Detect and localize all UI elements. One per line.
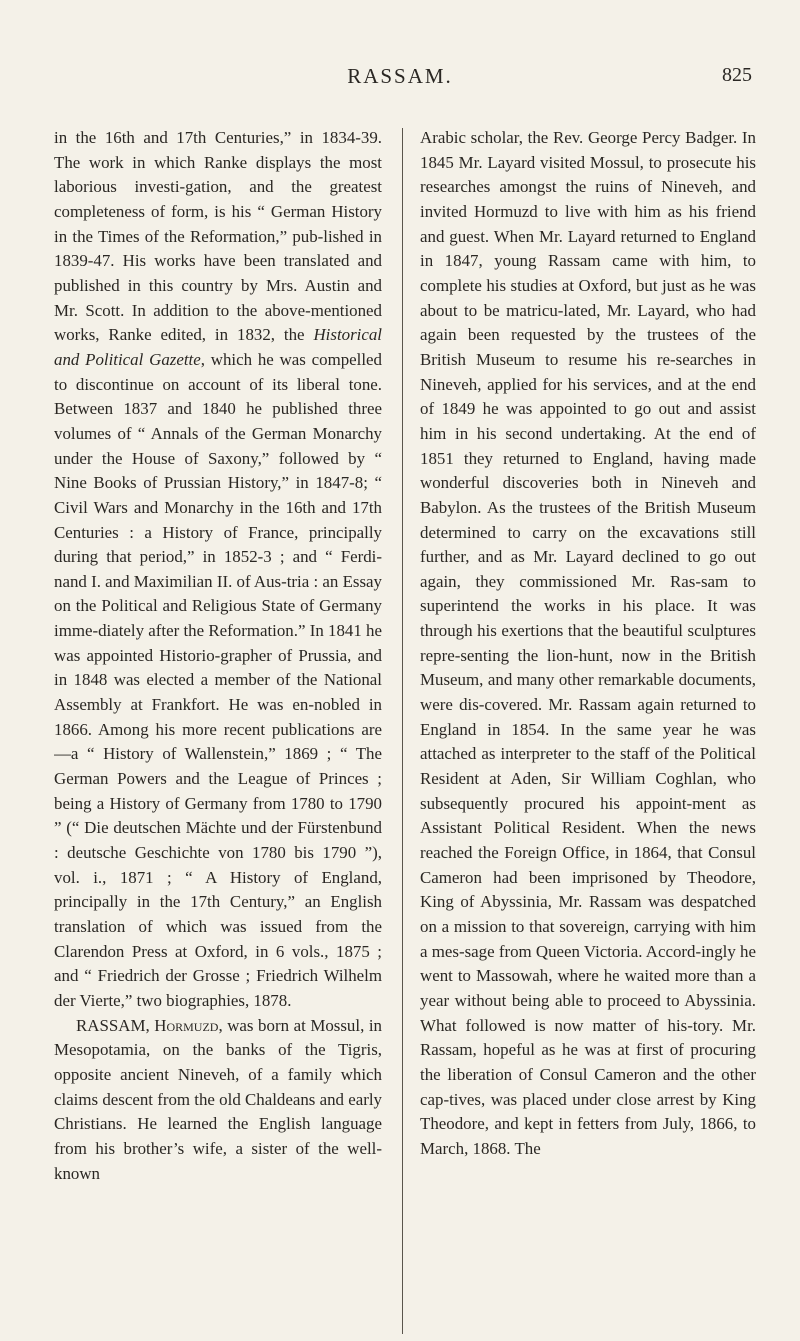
italic-title: Historical and Political Gazette bbox=[54, 325, 382, 369]
body-text: in the 16th and 17th Centuries,” in 1834-39. The work in which Ranke displays the most laborious investi-gation, and the greatest completeness of form, is his “ German History in the Times of the Reformation,” pub-lished in 1839-47. His works have been translated and published in this country by Mrs. Austin and Mr. Scott. In addition to the above-mentioned works, Ranke edited, in 1832, the bbox=[54, 128, 382, 345]
left-column bbox=[54, 126, 382, 1336]
rassam-entry bbox=[54, 1014, 382, 1187]
rassam-entry-continuation: Arabic scholar, the Rev. George Percy Badger. In 1845 Mr. Layard visited Mossul, to prosecute his researches amongst the ruins of Nineveh, and invited Hormuzd to live with him as his friend and guest. When Mr. Layard returned to England in 1847, young Rassam came with him, to complete his studies at Oxford, but just as he was about to be matricu-lated, Mr. Layard, who had again been requested by the trustees of the British Museum to resume his re-searches in Nineveh, applied for his services, and at the end of 1849 he was appointed to go out and assist him in his second undertaking. At the end of 1851 they returned to England, having made wonderful discoveries both in Nineveh and Babylon. As the trustees of the British Museum determined to carry on the excavations still further, and as Mr. Layard declined to go out again, they commissioned Mr. Ras-sam to superintend the works in his place. It was through his exertions that the beautiful sculptures repre-senting the lion-hunt, now in the British Museum, and many other remarkable documents, were dis-covered. Mr. Rassam again returned to England in 1854. In the same year he was attached as interpreter to the staff of the Political Resident at Aden, Sir William Coghlan, who subsequently procured his appoint-ment as Assistant Political Resident. When the news reached the Foreign Office, in 1864, that Consul Cameron had been imprisoned by Theodore, King of Abyssinia, Mr. Rassam was despatched on a mission to that sovereign, carrying with him a mes-sage from Queen Victoria. Accord-ingly he went to Massowah, where he waited more than a year without being able to proceed to Abyssinia. What followed is now matter of his-tory. Mr. Rassam, hopeful as he was at first of procuring the liberation of Consul Cameron and the other cap-tives, was placed under close arrest by King Theodore, and kept in fetters from July, 1866, to March, 1868. The bbox=[420, 128, 756, 1158]
ranke-entry-continuation bbox=[54, 126, 382, 1014]
running-head: RASSAM. bbox=[347, 64, 453, 88]
right-column bbox=[420, 126, 756, 1336]
body-text: , which he was compelled to discontinue on account of its liberal tone. Between 1837 and 1840 he published three volumes of “ Annals of the German Monarchy under the House of Saxony,” followed by “ Nine Books of Prussian History,” in 1847-8; “ Civil Wars and Monarchy in the 16th and 17th Centuries : a History of France, principally during that period,” in 1852-3 ; and “ Ferdi-nand I. and Maximilian II. of Aus-tria : an Essay on the Political and Religious State of Germany imme-diately after the Reformation.” In 1841 he was appointed Historio-grapher of Prussia, and in 1848 was elected a member of the National Assembly at Frankfort. He was en-nobled in 1866. Among his more recent publications are—a “ History of Wallenstein,” 1869 ; “ The German Powers and the League of Princes ; being a History of Germany from 1780 to 1790 ” (“ Die deutschen Mächte und der Fürstenbund : deutsche Geschichte von 1780 bis 1790 ”), vol. i., 1871 ; “ A History of England, principally in the 17th Century,” an English translation of which was issued from the Clarendon Press at Oxford, in 6 vols., 1875 ; and “ Friedrich der Grosse ; Friedrich Wilhelm der Vierte,” two biographies, 1878. bbox=[54, 349, 382, 1010]
entry-headword: RASSAM, Hormuzd, bbox=[76, 1015, 223, 1035]
page-number: 825 bbox=[722, 64, 752, 86]
column-divider bbox=[402, 128, 403, 1334]
page-header bbox=[0, 58, 800, 98]
body-text: was born at Mossul, in Mesopotamia, on the banks of the Tigris, opposite ancient Nineveh, of a family which claims descent from the old Chaldeans and early Christians. He learned the English language from his brother’s wife, a sister of the well-known bbox=[54, 1015, 382, 1183]
